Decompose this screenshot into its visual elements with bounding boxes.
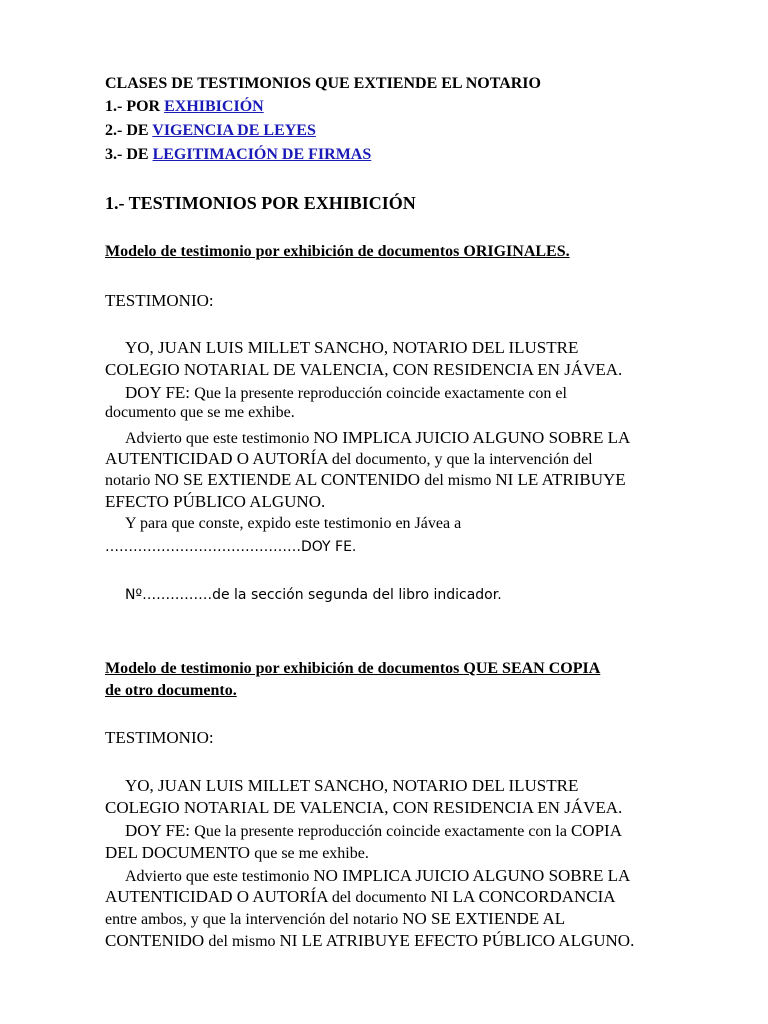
text: Modelo de testimonio por exhibición de documentos xyxy=(105,660,464,677)
text: notario xyxy=(105,472,155,489)
model1-p3-line1 xyxy=(125,429,630,447)
text: del documento, y que la intervención del xyxy=(331,451,593,468)
model1-p3-line3 xyxy=(105,471,626,489)
model1-p2-line2: documento que se me exhibe. xyxy=(105,404,295,421)
model2-p1-line1: YO, JUAN LUIS MILLET SANCHO, NOTARIO DEL ILUSTRE xyxy=(125,776,579,795)
model2-p1-line2: COLEGIO NOTARIAL DE VALENCIA, CON RESIDENCIA EN JÁVEA. xyxy=(105,798,623,817)
dotted-fill: …………………………………… xyxy=(105,539,301,555)
text: NO IMPLICA JUICIO ALGUNO SOBRE LA xyxy=(313,428,631,447)
text: DOY FE: xyxy=(125,383,195,402)
model2-p2-line1 xyxy=(125,822,622,840)
text: que se me exhibe. xyxy=(254,845,369,862)
dotted-fill: …………… xyxy=(142,587,213,603)
index-item-prefix: 1.- POR xyxy=(105,98,165,115)
text: Advierto que este testimonio xyxy=(125,868,314,885)
index-item-1 xyxy=(105,99,264,115)
text: Que la presente reproducción coincide exactamente con la xyxy=(194,823,571,840)
model2-p3-line3 xyxy=(105,910,565,928)
model2-label: TESTIMONIO: xyxy=(105,728,214,747)
link-exhibicion[interactable]: EXHIBICIÓN xyxy=(164,98,264,115)
index-item-prefix: 3.- DE xyxy=(105,146,153,163)
model2-p2-line2 xyxy=(105,844,369,862)
link-vigencia-de-leyes[interactable]: VIGENCIA DE LEYES xyxy=(152,122,316,139)
text: del documento xyxy=(331,889,431,906)
text: NI LA CONCORDANCIA xyxy=(430,887,616,906)
text: AUTENTICIDAD O AUTORÍA xyxy=(105,449,332,468)
text: del mismo xyxy=(424,472,496,489)
text: AUTENTICIDAD O AUTORÍA xyxy=(105,887,332,906)
model1-title: Modelo de testimonio por exhibición de documentos ORIGINALES. xyxy=(105,243,570,260)
text: DEL DOCUMENTO xyxy=(105,843,255,862)
model1-registry-number xyxy=(125,588,502,602)
model2-p3-line2 xyxy=(105,888,616,906)
model1-p4-line1: Y para que conste, expido este testimonio en Jávea a xyxy=(125,515,462,532)
text: NI LE ATRIBUYE EFECTO PÚBLICO ALGUNO. xyxy=(279,931,635,950)
model1-p3-line4: EFECTO PÚBLICO ALGUNO. xyxy=(105,492,326,511)
model1-p1-line2: COLEGIO NOTARIAL DE VALENCIA, CON RESIDENCIA EN JÁVEA. xyxy=(105,360,623,379)
text: CONTENIDO xyxy=(105,931,209,950)
model1-p3-line2 xyxy=(105,450,593,468)
model2-title-line2: de otro documento. xyxy=(105,682,237,699)
model1-label: TESTIMONIO: xyxy=(105,291,214,310)
text: entre ambos, y que la intervención del notario xyxy=(105,911,403,928)
text: COPIA xyxy=(570,821,622,840)
index-item-3 xyxy=(105,147,371,163)
index-item-prefix: 2.- DE xyxy=(105,122,153,139)
model1-p2-line1 xyxy=(125,384,567,402)
section-title: 1.- TESTIMONIOS POR EXHIBICIÓN xyxy=(105,193,416,213)
text: Nº xyxy=(125,587,143,603)
text: NO IMPLICA JUICIO ALGUNO SOBRE LA xyxy=(313,866,631,885)
text: DOY FE. xyxy=(301,539,357,555)
model1-p4-line2 xyxy=(105,539,356,555)
model2-title-line1 xyxy=(105,661,600,677)
text: de la sección segunda del libro indicador. xyxy=(212,587,502,603)
text: del mismo xyxy=(208,933,280,950)
model2-p3-line1 xyxy=(125,867,630,885)
text: NO SE EXTIENDE AL xyxy=(402,909,566,928)
model1-p1-line1: YO, JUAN LUIS MILLET SANCHO, NOTARIO DEL ILUSTRE xyxy=(125,338,579,357)
text: NO SE EXTIENDE AL CONTENIDO xyxy=(154,470,425,489)
text: Que la presente reproducción coincide exactamente con el xyxy=(194,385,567,402)
index-heading: CLASES DE TESTIMONIOS QUE EXTIENDE EL NOTARIO xyxy=(105,75,541,92)
link-legitimacion-de-firmas[interactable]: LEGITIMACIÓN DE FIRMAS xyxy=(152,146,372,163)
model2-p3-line4 xyxy=(105,932,634,950)
text: Advierto que este testimonio xyxy=(125,430,314,447)
text: QUE SEAN COPIA xyxy=(463,660,601,677)
text: DOY FE: xyxy=(125,821,195,840)
index-item-2 xyxy=(105,123,316,139)
text: NI LE ATRIBUYE xyxy=(495,470,626,489)
